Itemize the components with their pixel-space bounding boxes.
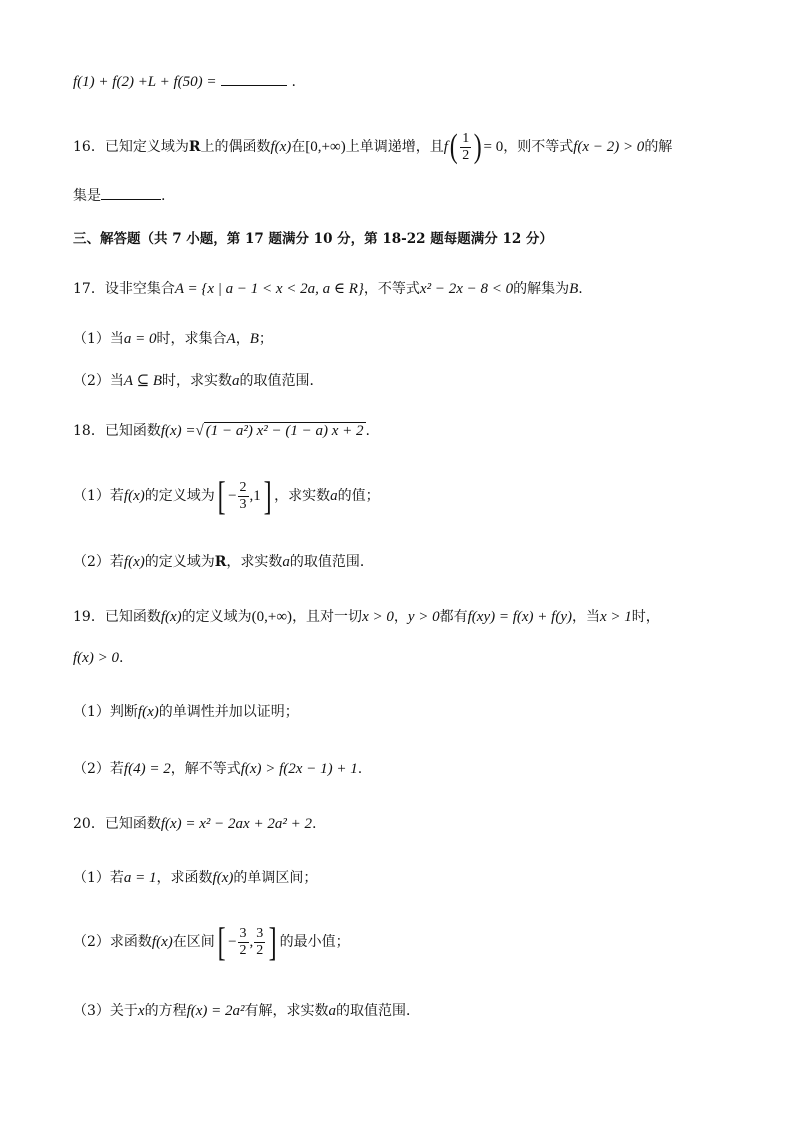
part-label: （2）若 [73,554,124,570]
fraction-denominator: 2 [256,942,264,958]
math: A ⊆ B [123,373,163,389]
left-bracket: [ [217,473,226,518]
fraction-denominator: 2 [462,147,470,163]
part-label: （2）若 [73,761,124,777]
text: 的值； [337,488,380,504]
fraction-numerator: 3 [239,925,247,941]
q16-R: R [188,139,201,155]
math: f(x) > 0 [73,650,119,666]
math: (0,+∞) [251,609,293,625]
text: ，求函数 [156,870,213,886]
q16-answer-blank[interactable] [101,185,161,200]
math: a = 0 [123,331,157,347]
math: f(x) [160,609,182,625]
right-bracket: ] [263,473,272,518]
text: ，当 [571,609,600,625]
math: f(x) = x² − 2ax + 2a² + 2 [160,816,312,832]
right-bracket: ] [268,919,277,964]
q20-part2 [73,919,754,964]
q17-text: 的解集为 [513,281,570,297]
q16-number: 16． [73,139,105,155]
q16-text: 已知定义域为 [104,139,189,155]
text: 的取值范围． [239,373,324,389]
math: ,1 [249,488,261,504]
math: f(x) [151,934,173,950]
math: x > 0 [362,609,394,625]
q17-text: ，不等式 [363,281,420,297]
text: 的方程 [144,1003,187,1019]
part-label: （2）当 [73,373,124,389]
math: a [328,1003,337,1019]
fraction-numerator: 1 [462,130,470,146]
q17-text: 设非空集合 [104,281,175,297]
text: 已知函数 [104,609,161,625]
math: A [226,331,236,347]
fraction [254,926,265,959]
math: a [330,488,338,504]
fraction-denominator: 3 [239,496,247,512]
fraction-numerator: 3 [256,925,264,941]
q16-text: 上单调递增，且 [345,139,444,155]
q16-text: 集是 [73,188,101,204]
text: . [365,423,370,439]
text: 已知函数 [104,816,161,832]
math: f(x) [123,554,145,570]
q16-fraction [460,131,471,164]
text: ，且对一切 [292,609,363,625]
q19-stem-line2 [73,647,754,669]
math: f(x) [212,870,234,886]
q16-text: ，则不等式 [503,139,574,155]
q18-part1 [73,473,754,518]
q17-setA: A = {x | a − 1 < x < 2a, a ∈ R} [174,281,364,297]
text: 的单调区间； [233,870,318,886]
text: ， [393,609,408,625]
q20-part1 [73,867,754,889]
q16-line1 [73,128,754,166]
q17-stem [73,278,754,300]
math: x [137,1003,145,1019]
text: 的定义域为 [144,554,215,570]
math: B [249,331,259,347]
text: ， [235,331,250,347]
q19-part2 [73,758,754,780]
math: R [214,554,227,570]
q15-answer-blank[interactable] [221,71,287,86]
text: . [311,816,317,832]
fraction-denominator: 2 [239,942,247,958]
q17-period: . [578,281,583,297]
part-label: （1）若 [73,870,124,886]
q15-expression: f(1) + f(2) +L + f(50) = [73,74,217,90]
part-label: （1）当 [73,331,124,347]
q15-period: . [291,74,296,90]
q16-f: f [443,139,448,155]
q20-part3 [73,1000,754,1022]
math: f(x) [123,488,145,504]
math: f(x) > f(2x − 1) + 1 [240,761,358,777]
math: y > 0 [407,609,440,625]
text: 时， [631,609,660,625]
math: f(xy) = f(x) + f(y) [467,609,572,625]
text: 时，求集合 [156,331,227,347]
q16-eq0: = 0 [483,139,504,155]
text: . [357,761,363,777]
math: a [232,373,240,389]
math: f(x) [137,704,159,720]
q17-part1 [73,328,754,350]
text: 时，求实数 [162,373,233,389]
text: ； [258,331,273,347]
q18-part2 [73,551,754,573]
fraction [238,926,249,959]
math: f(4) = 2 [123,761,171,777]
math: a = 1 [123,870,157,886]
q18-stem [73,420,754,442]
sqrt-sign: √ [195,423,204,439]
text: 的取值范围． [336,1003,421,1019]
math: f(x) = 2a² [186,1003,245,1019]
text: ，求实数 [274,488,331,504]
q19-number: 19． [73,609,105,625]
text: 已知函数 [104,423,161,439]
q19-stem [73,606,754,628]
math: − [228,934,237,950]
section-heading: 三、解答题（共 7 小题，第 17 题满分 10 分，第 18-22 题每题满分 12 分） [73,231,553,247]
text: 的定义域为 [144,488,215,504]
part-label: （1）判断 [73,704,138,720]
q15-tail [73,71,754,93]
fraction [238,480,249,513]
q17-number: 17． [73,281,105,297]
q16-line2 [73,185,754,207]
q16-text: 的解 [644,139,673,155]
text: ，解不等式 [170,761,241,777]
math: − [228,488,237,504]
q17-inequality: x² − 2x − 8 < 0 [419,281,514,297]
text: 都有 [439,609,468,625]
math: f(x) = [160,423,196,439]
text: . [118,650,124,666]
q16-fx: f(x) [270,139,292,155]
left-bracket: [ [217,919,226,964]
text: 在区间 [172,934,215,950]
q20-stem [73,813,754,835]
q16-inequality: f(x − 2) > 0 [573,139,645,155]
text: 的定义域为 [181,609,252,625]
radicand: (1 − a²) x² − (1 − a) x + 2 [205,423,364,439]
part-label: （1）若 [73,488,124,504]
math: x > 1 [599,609,632,625]
text: 的单调性并加以证明； [158,704,299,720]
q19-part1 [73,701,754,723]
fraction-numerator: 2 [239,479,247,495]
q20-number: 20． [73,816,105,832]
part-label: （3）关于 [73,1003,138,1019]
q16-period: . [161,188,166,204]
left-paren: ( [449,128,458,165]
math: , [249,934,254,950]
text: 的取值范围． [289,554,374,570]
q17-part2 [73,370,754,392]
right-paren: ) [473,128,482,165]
q16-text: 在 [291,139,306,155]
text: 的最小值； [279,934,350,950]
text: ，求实数 [226,554,283,570]
q16-text: 上的偶函数 [200,139,271,155]
q17-B: B [569,281,579,297]
text: 有解，求实数 [244,1003,329,1019]
q16-interval: [0,+∞) [305,139,346,155]
part-label: （2）求函数 [73,934,152,950]
q18-number: 18． [73,423,105,439]
math: a [282,554,290,570]
